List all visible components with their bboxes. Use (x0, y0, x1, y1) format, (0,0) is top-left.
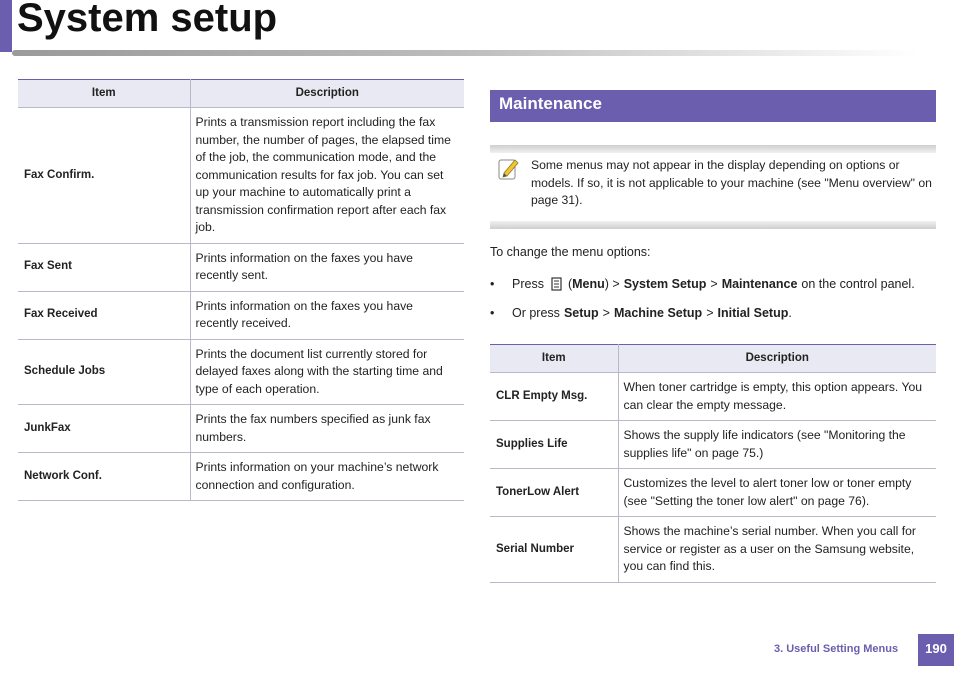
menu-icon (550, 277, 564, 291)
item-cell: CLR Empty Msg. (490, 373, 618, 421)
table-row (490, 469, 936, 517)
column-header-item: Item (18, 80, 190, 108)
bullet-text: > (710, 277, 718, 291)
bullet-text: Press (512, 277, 544, 291)
table-row (18, 453, 464, 501)
title-accent-bar (0, 0, 12, 52)
description-cell: Prints information on the faxes you have recently sent. (190, 243, 464, 291)
note-top-rule (490, 145, 936, 153)
item-cell: JunkFax (18, 405, 190, 453)
description-cell: Prints information on the faxes you have recently received. (190, 291, 464, 339)
section-header-maintenance: Maintenance (490, 90, 936, 122)
footer-chapter: 3. Useful Setting Menus (774, 643, 899, 655)
fax-report-table (18, 79, 464, 501)
description-cell: Prints information on your machine’s network connection and configuration. (190, 453, 464, 501)
bullet-bold: Maintenance (721, 277, 798, 291)
bullet-bold: Initial Setup (717, 306, 789, 320)
description-cell: When toner cartridge is empty, this option appears. You can clear the empty message. (618, 373, 936, 421)
column-header-item: Item (490, 345, 618, 373)
description-cell: Prints a transmission report including the fax number, the number of pages, the elapsed time of the job, the communication mode, and the communication results for fax job. You can set up your machine to automatically print a transmission confirmation report after each fax job. (190, 108, 464, 244)
table-row (490, 421, 936, 469)
page-number: 190 (918, 634, 954, 666)
column-header-description: Description (618, 345, 936, 373)
description-cell: Prints the fax numbers specified as junk fax numbers. (190, 405, 464, 453)
title-rule (12, 50, 917, 56)
column-header-description: Description (190, 80, 464, 108)
bullet-bold: System Setup (623, 277, 707, 291)
item-cell: Fax Confirm. (18, 108, 190, 244)
bullet-marker: • (490, 277, 495, 291)
bullet-text: ( (567, 277, 573, 291)
bullet-bold: Setup (563, 306, 599, 320)
bullet-text: > (602, 306, 610, 320)
item-cell: TonerLow Alert (490, 469, 618, 517)
description-cell: Customizes the level to alert toner low or toner empty (see "Setting the toner low alert" on page 76). (618, 469, 936, 517)
bullet-bold: Menu (572, 277, 605, 291)
maintenance-table (490, 344, 936, 583)
table-row (18, 339, 464, 405)
description-cell: Shows the supply life indicators (see "Monitoring the supplies life" on page 75.) (618, 421, 936, 469)
bullet-bold: Machine Setup (613, 306, 703, 320)
item-cell: Supplies Life (490, 421, 618, 469)
table-row (490, 517, 936, 583)
instruction-bullet-1 (490, 277, 915, 291)
table-row (18, 405, 464, 453)
note-pencil-icon (498, 157, 520, 181)
item-cell: Fax Received (18, 291, 190, 339)
table-row (490, 373, 936, 421)
bullet-text: > (706, 306, 714, 320)
instruction-bullet-2 (490, 306, 792, 320)
bullet-marker: • (490, 306, 495, 320)
item-cell: Schedule Jobs (18, 339, 190, 405)
table-row (18, 108, 464, 244)
note-text: Some menus may not appear in the display depending on options or models. If so, it is not applicable to your machine (see "Menu overview" on page 31). (531, 158, 932, 207)
item-cell: Serial Number (490, 517, 618, 583)
item-cell: Network Conf. (18, 453, 190, 501)
description-cell: Shows the machine’s serial number. When you call for service or register as a user on the Samsung website, you can find this. (618, 517, 936, 583)
instructions-intro: To change the menu options: (490, 245, 651, 259)
bullet-text: . (788, 306, 792, 320)
bullet-text: Or press (512, 306, 560, 320)
table-row (18, 291, 464, 339)
table-row (18, 243, 464, 291)
description-cell: Prints the document list currently stored for delayed faxes along with the starting time and type of each operation. (190, 339, 464, 405)
item-cell: Fax Sent (18, 243, 190, 291)
note-box (490, 145, 936, 229)
bullet-text: on the control panel. (801, 277, 915, 291)
bullet-text: ) > (604, 277, 620, 291)
note-bottom-rule (490, 221, 936, 229)
page-title: System setup (17, 0, 278, 40)
